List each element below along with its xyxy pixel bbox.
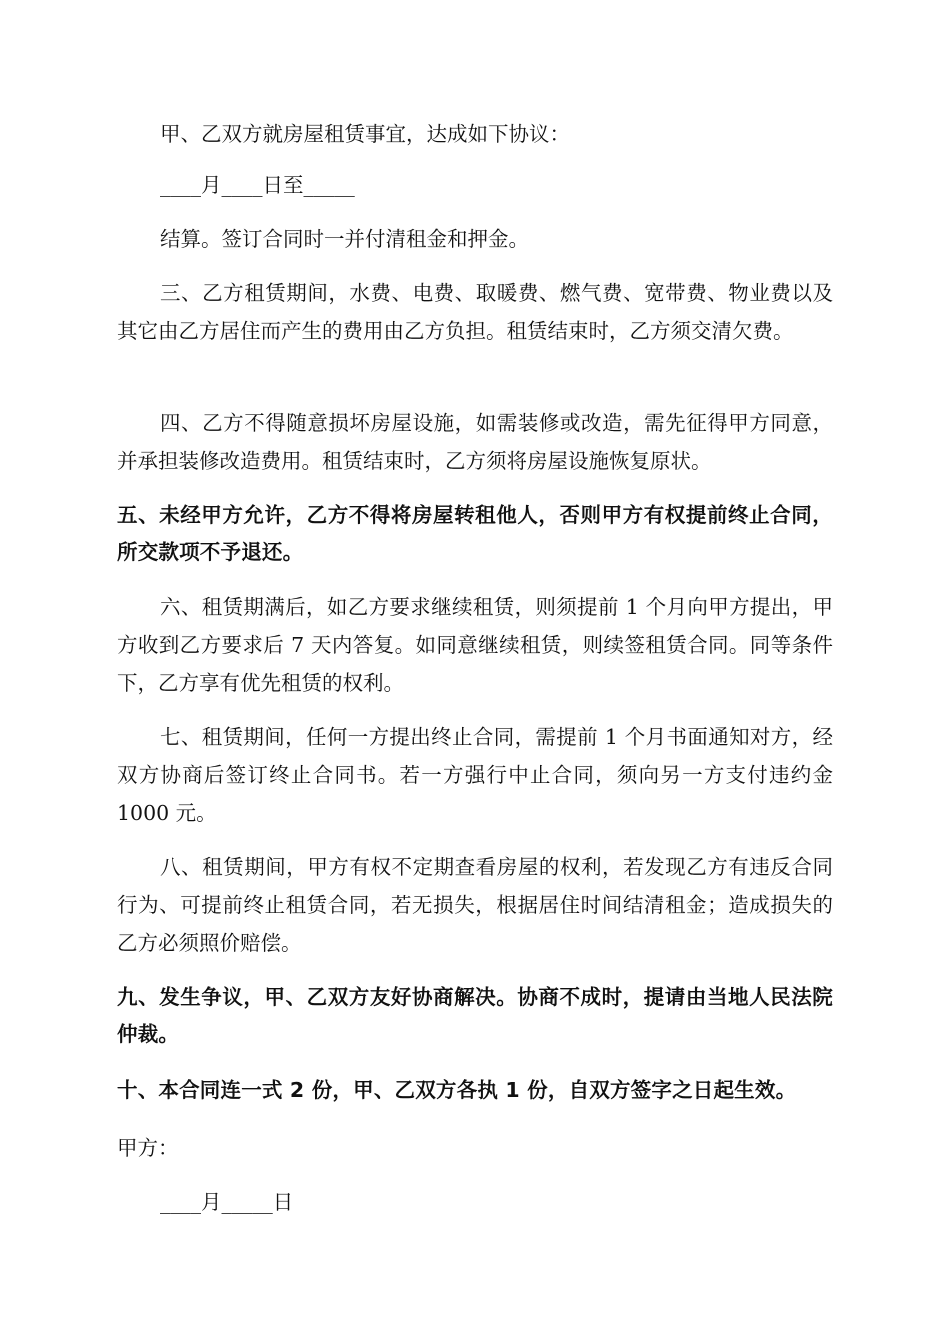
clause-9: 九、发生争议，甲、乙双方友好协商解决。协商不成时，提请由当地人民法院仲裁。 [117,985,833,1046]
clause-8: 八、租赁期间，甲方有权不定期查看房屋的权利，若发现乙方有违反合同行为、可提前终止租赁合同，若无损失，根据居住时间结清租金；造成损失的乙方必须照价赔偿。 [117,855,833,955]
clause-4: 四、乙方不得随意损坏房屋设施，如需装修或改造，需先征得甲方同意，并承担装修改造费用。租赁结束时，乙方须将房屋设施恢复原状。 [117,411,833,473]
clause-5: 五、未经甲方允许，乙方不得将房屋转租他人，否则甲方有权提前终止合同，所交款项不予退还。 [117,503,833,564]
paragraph-date-range: ____月____日至_____ [160,173,355,197]
clause-3: 三、乙方租赁期间，水费、电费、取暖费、燃气费、宽带费、物业费以及其它由乙方居住而产生的费用由乙方负担。租赁结束时，乙方须交清欠费。 [117,281,833,343]
clause-7: 七、租赁期间，任何一方提出终止合同，需提前 1 个月书面通知对方，经双方协商后签订终止合同书。若一方强行中止合同，须向另一方支付违约金 1000 元。 [117,725,833,825]
clause-10: 十、本合同连一式 2 份，甲、乙双方各执 1 份，自双方签字之日起生效。 [117,1078,797,1102]
signature-date: ____月_____日 [160,1190,294,1214]
paragraph-settlement: 结算。签订合同时一并付清租金和押金。 [160,227,529,251]
clause-6: 六、租赁期满后，如乙方要求继续租赁，则须提前 1 个月向甲方提出，甲方收到乙方要求后 7 天内答复。如同意继续租赁，则续签租赁合同。同等条件下，乙方享有优先租赁的权利。 [117,595,833,695]
paragraph-agreement-intro: 甲、乙双方就房屋租赁事宜，达成如下协议： [160,122,570,146]
party-a-signature-label: 甲方： [117,1136,179,1160]
